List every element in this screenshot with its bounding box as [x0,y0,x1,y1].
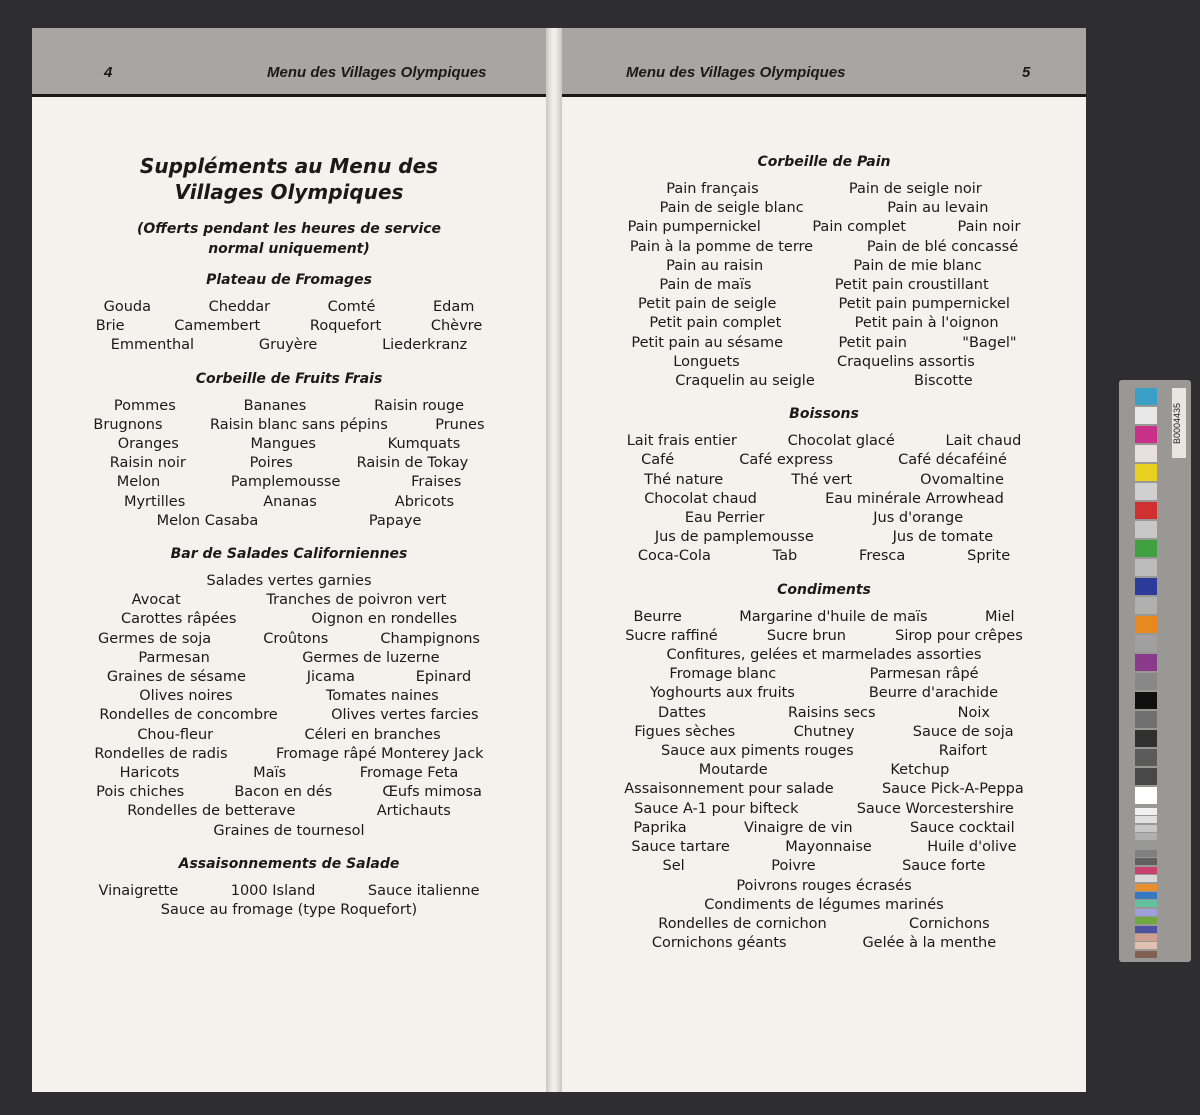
menu-row [562,257,1086,276]
color-swatch [1135,692,1157,709]
menu-item: Sauce Worcestershire [856,800,1014,817]
menu-item: Raisin blanc sans pépins [209,416,388,433]
menu-item: Pois chiches [96,784,185,801]
color-calibration-strip [1119,380,1191,962]
left-content [32,153,546,934]
menu-item: Pain noir [957,219,1021,236]
menu-item: Cornichons géants [651,935,787,952]
menu-row [562,627,1086,646]
color-swatch [1135,816,1157,823]
menu-item: Petit pain pumpernickel [838,296,1010,313]
menu-item: Rondelles de radis [94,745,228,762]
menu-item: Céleri en branches [304,726,441,743]
menu-item: Cheddar [208,299,271,315]
menu-row [562,471,1086,490]
menu-row [32,630,546,649]
book-gutter [546,28,562,1092]
menu-row [32,802,546,821]
color-swatch [1135,942,1157,949]
menu-row [562,238,1086,257]
menu-item: Fromage râpé Monterey Jack [275,745,484,762]
menu-item: Epinard [415,669,472,686]
menu-row [562,646,1086,665]
menu-item: Pamplemousse [230,474,341,491]
menu-row [562,276,1086,295]
menu-item: Sirop pour crêpes [895,627,1023,644]
menu-section [32,271,546,356]
menu-item: Thé nature [644,471,724,488]
menu-item: Pain au levain [887,200,989,217]
menu-row [562,432,1086,451]
menu-item: Bacon en dés [234,784,333,801]
menu-item: Kumquats [387,436,461,453]
menu-item: Raisin noir [109,455,186,472]
menu-item: Brugnons [93,416,163,433]
menu-item: Olives noires [139,688,233,705]
menu-row [32,649,546,668]
menu-item: Yoghourts aux fruits [649,685,795,702]
menu-item: Chèvre [430,318,483,335]
color-swatch [1135,875,1157,882]
menu-item: Chocolat chaud [644,490,757,507]
menu-item: Sauce cocktail [909,819,1015,836]
menu-row [562,451,1086,470]
menu-item: Germes de soja [98,630,212,647]
menu-item: Craquelin au seigle [675,373,815,390]
menu-item: Fromage Feta [359,765,459,782]
menu-item: Rondelles de concombre [99,707,278,724]
menu-row [562,199,1086,218]
menu-section [562,405,1086,566]
menu-item: Figues sèches [634,723,736,740]
menu-item: Vinaigrette [98,882,179,899]
menu-section [562,153,1086,391]
menu-item: Roquefort [309,318,382,335]
menu-row [562,334,1086,353]
menu-item: Emmenthal [110,337,195,354]
menu-row [562,608,1086,627]
menu-item: Germes de luzerne [302,649,440,666]
menu-item: Camembert [174,318,261,335]
menu-item: Sauce au fromage (type Roquefort) [160,902,418,919]
menu-item: Sauce de soja [912,723,1014,740]
menu-item: Pain de seigle blanc [659,200,804,217]
color-swatch [1135,768,1157,785]
menu-item: Pain de blé concassé [866,238,1019,255]
menu-row [32,298,546,317]
menu-item: Eau minérale Arrowhead [825,490,1004,507]
menu-item: Lait frais entier [626,433,737,450]
menu-row [32,668,546,687]
menu-item: Chocolat glacé [787,433,895,450]
menu-item: Petit pain de seigle [638,296,777,313]
menu-item: Gelée à la menthe [862,935,997,952]
color-swatch [1135,825,1157,832]
menu-item: Cornichons [909,915,990,932]
menu-item: Café décaféiné [898,452,1007,469]
color-swatch [1135,900,1157,907]
menu-item: Petit pain [838,334,907,351]
menu-section [562,581,1086,954]
section-heading: Boissons [789,406,859,423]
menu-item: Comté [327,299,376,315]
menu-row [562,857,1086,876]
color-swatch [1135,578,1157,595]
section-heading: Corbeille de Pain [757,154,891,170]
menu-item: Jus de tomate [892,529,994,546]
menu-item: Pain de maïs [659,277,752,294]
menu-item: Assaisonnement pour salade [624,781,834,798]
menu-item: Melon Casaba [156,512,259,529]
menu-item: Sauce italienne [367,882,480,899]
menu-row [32,336,546,355]
menu-item: Vinaigre de vin [743,819,853,836]
menu-row [562,509,1086,528]
header-title: Menu des Villages Olympiques [626,64,846,81]
menu-row [32,687,546,706]
section-heading: Corbeille de Fruits Frais [195,370,383,387]
menu-item: Lait chaud [945,433,1022,450]
menu-item: Eau Perrier [684,510,765,527]
page-number: 4 [104,64,113,81]
menu-item: Olives vertes farcies [331,707,479,724]
menu-item: Pain complet [812,219,906,236]
menu-item: Pain de seigle noir [848,181,982,197]
menu-item: Miel [985,608,1015,625]
menu-item: Papaye [368,512,422,529]
menu-row [32,397,546,416]
menu-item: Maïs [253,765,287,782]
color-swatch [1135,833,1157,840]
menu-item: Café express [739,452,834,469]
menu-item: Ovomaltine [920,471,1004,488]
menu-row [562,295,1086,314]
menu-item: Sucre raffiné [625,627,718,644]
menu-row [562,761,1086,780]
menu-item: Pain à la pomme de terre [629,238,814,255]
menu-row [32,783,546,802]
left-header-band [32,28,546,97]
menu-item: Margarine d'huile de maïs [739,608,928,625]
archive-id-label: B0004435 [1172,388,1186,458]
menu-item: Jicama [306,669,355,686]
color-swatch [1135,502,1157,519]
color-swatch [1135,858,1157,865]
menu-item: Ketchup [890,762,950,779]
menu-item: Oignon en rondelles [311,611,457,628]
menu-item: Noix [957,704,990,721]
menu-item: "Bagel" [962,334,1017,351]
menu-item: Thé vert [791,471,853,488]
menu-item: Craquelins assortis [836,353,975,370]
menu-row [32,764,546,783]
menu-item: Chou-fleur [137,726,214,743]
menu-row [562,819,1086,838]
menu-item: Pommes [113,397,176,414]
right-sections [562,153,1086,953]
menu-item: Sprite [967,548,1011,565]
menu-row [562,704,1086,723]
page-title: Suppléments au Menu des Villages Olympiques [139,154,439,204]
color-swatch [1135,407,1157,424]
section-heading: Plateau de Fromages [206,272,372,288]
menu-item: Oranges [117,436,179,453]
menu-row [32,454,546,473]
right-page [562,28,1086,1092]
menu-row [32,416,546,435]
menu-row [562,490,1086,509]
color-swatch [1135,867,1157,874]
menu-row [562,547,1086,566]
menu-item: Mangues [250,436,316,453]
menu-item: Avocat [131,592,181,609]
menu-item: Brie [95,318,125,335]
left-sections [32,271,546,920]
menu-item: Petit pain à l'oignon [854,315,999,332]
section-heading: Condiments [777,581,871,598]
menu-item: Beurre [633,608,682,625]
menu-row [562,742,1086,761]
menu-item: Parmesan [138,649,210,666]
color-swatch [1135,951,1157,958]
menu-item: Beurre d'arachide [868,685,999,702]
menu-row [562,877,1086,896]
color-swatch [1135,464,1157,481]
menu-item: Fraises [411,474,462,491]
color-swatch [1135,730,1157,747]
menu-item: Mayonnaise [785,839,872,856]
menu-item: Sauce forte [902,858,986,875]
menu-row [32,726,546,745]
menu-row [562,723,1086,742]
right-content [562,153,1086,967]
menu-item: Poivre [771,858,816,875]
color-swatch [1135,909,1157,916]
menu-row [562,665,1086,684]
menu-item: Haricots [119,765,180,782]
menu-row [32,512,546,531]
menu-item: Graines de tournesol [213,822,365,839]
menu-item: Rondelles de cornichon [658,915,827,932]
menu-item: Ananas [263,493,317,510]
menu-item: Sucre brun [766,627,846,644]
menu-item: Raisin rouge [374,397,465,414]
menu-row [562,934,1086,953]
menu-row [32,745,546,764]
section-heading: Bar de Salades Californiennes [170,546,408,563]
menu-row [562,180,1086,199]
color-swatch [1135,884,1157,891]
menu-item: Petit pain croustillant [834,277,989,294]
menu-item: Dattes [658,704,706,721]
menu-row [562,915,1086,934]
menu-row [562,528,1086,547]
menu-row [562,800,1086,819]
color-swatch [1135,892,1157,899]
menu-item: Parmesan râpé [869,666,979,683]
color-swatch [1135,388,1157,405]
menu-item: Tranches de poivron vert [266,592,447,609]
menu-item: Salades vertes garnies [206,573,372,590]
menu-section [32,370,546,531]
menu-item: Jus d'orange [873,510,964,527]
menu-item: Huile d'olive [927,839,1017,856]
menu-item: Condiments de légumes marinés [704,896,944,913]
menu-item: Raifort [938,743,988,760]
menu-row [32,882,546,901]
menu-item: Gruyère [258,337,318,354]
menu-item: Prunes [435,416,485,433]
menu-item: Croûtons [263,630,329,647]
menu-item: Moutarde [698,762,768,779]
color-swatch [1135,616,1157,633]
color-swatch [1135,635,1157,652]
menu-item: Confitures, gelées et marmelades assorties [666,647,982,664]
menu-item: 1000 Island [230,882,316,899]
right-header-band [562,28,1086,97]
menu-item: Pain pumpernickel [627,219,761,236]
color-swatch [1135,749,1157,766]
menu-row [562,218,1086,237]
menu-row [32,317,546,336]
menu-row [562,353,1086,372]
menu-row [32,822,546,841]
menu-item: Pain français [666,181,759,197]
menu-item: Raisins secs [787,704,876,721]
menu-item: Longuets [673,353,740,370]
menu-section [32,855,546,920]
color-swatch [1135,597,1157,614]
menu-row [32,435,546,454]
menu-row [562,684,1086,703]
menu-item: Melon [116,474,161,491]
menu-item: Abricots [394,493,454,510]
menu-item: Carottes râpées [120,611,237,628]
menu-item: Sauce aux piments rouges [660,743,854,760]
menu-item: Biscotte [914,373,973,390]
menu-section [32,545,546,841]
menu-item: Gouda [103,299,151,315]
menu-row [32,572,546,591]
menu-item: Artichauts [376,803,451,820]
menu-item: Fresca [859,548,906,565]
menu-item: Sauce tartare [631,839,730,856]
menu-item: Sauce Pick-A-Peppa [881,781,1024,798]
color-swatch [1135,559,1157,576]
menu-item: Poires [249,455,293,472]
color-swatch [1135,426,1157,443]
menu-item: Pain de mie blanc [853,257,982,274]
color-swatch [1135,673,1157,690]
menu-row [562,838,1086,857]
color-swatch [1135,842,1157,849]
color-swatch [1135,654,1157,671]
page-number: 5 [1022,64,1031,81]
menu-row [562,314,1086,333]
menu-item: Raisin de Tokay [356,455,469,472]
menu-item: Rondelles de betterave [127,803,296,820]
menu-item: Jus de pamplemousse [654,529,814,546]
menu-item: Tab [772,548,798,565]
menu-item: Sel [662,858,685,875]
color-swatch [1135,711,1157,728]
color-swatch [1135,445,1157,462]
menu-item: Tomates naines [325,688,439,705]
section-heading: Assaisonnements de Salade [178,855,400,872]
menu-item: Paprika [633,819,687,836]
color-swatch [1135,483,1157,500]
menu-item: Bananes [243,397,307,414]
page-subtitle: (Offerts pendant les heures de service normal uniquement) [136,221,442,257]
color-swatch [1135,926,1157,933]
header-title: Menu des Villages Olympiques [267,64,487,81]
color-swatch [1135,521,1157,538]
menu-item: Œufs mimosa [382,784,482,801]
color-swatch [1135,540,1157,557]
menu-item: Edam [433,299,475,315]
menu-item: Poivrons rouges écrasés [736,877,912,894]
menu-item: Graines de sésame [106,669,246,686]
menu-row [562,896,1086,915]
color-swatch [1135,787,1157,804]
menu-item: Liederkranz [382,337,468,354]
color-swatch [1135,850,1157,857]
menu-row [32,610,546,629]
left-page [32,28,546,1092]
menu-item: Fromage blanc [669,666,777,683]
menu-row [32,591,546,610]
menu-row [32,901,546,920]
menu-row [562,780,1086,799]
menu-item: Coca-Cola [637,548,711,565]
menu-item: Pain au raisin [666,257,764,274]
menu-item: Petit pain complet [649,315,782,332]
menu-item: Café [641,452,675,469]
menu-item: Petit pain au sésame [631,334,784,351]
color-swatch [1135,917,1157,924]
menu-item: Chutney [793,723,855,740]
color-swatch [1135,934,1157,941]
menu-item: Myrtilles [123,493,186,510]
menu-item: Sauce A-1 pour bifteck [634,800,799,817]
color-swatch [1135,808,1157,815]
menu-item: Champignons [380,630,480,647]
menu-row [32,706,546,725]
menu-row [562,372,1086,391]
menu-row [32,493,546,512]
menu-row [32,473,546,492]
